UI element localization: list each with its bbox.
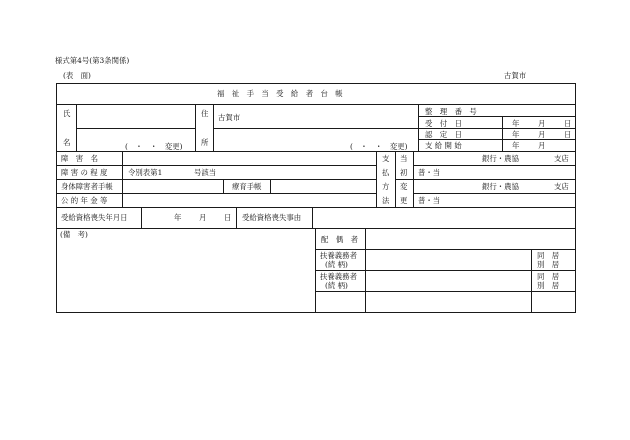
registry-row-day: 日 [564,130,572,139]
loss-year: 年 [174,213,182,222]
remarks-label: (備 考) [60,230,88,239]
supporter-relation: (続 柄) [325,281,348,290]
disability-degree-label: 障 害 の 程 度 [61,168,108,177]
name-label-bottom: 名 [63,138,71,147]
supporter-apart: 別 居 [537,281,560,290]
spouse-label: 配 偶 者 [321,235,358,244]
disability-name-label: 障 害 名 [61,154,98,163]
payment-label-char: 方 [382,182,390,191]
payment-change-branch: 支店 [554,182,569,191]
registry-row-month: 月 [538,141,546,150]
disability-degree-suffix: 号該当 [194,168,217,177]
payment-change-account: 普・当 [418,196,441,205]
loss-reason-label: 受給資格喪失事由 [242,213,302,222]
payment-change-bank: 銀行・農協 [482,182,519,191]
registry-row-label: 認 定 日 [425,130,462,139]
name-change-date: ( ・ ・ 変更) [125,142,183,151]
payment-initial-bank: 銀行・農協 [482,154,519,163]
loss-date-label: 受給資格喪失年月日 [61,213,128,222]
registry-row-label: 支 給 開 始 [425,141,462,150]
supporter-together: 同 居 [537,272,560,281]
address-label-bottom: 所 [201,138,209,147]
supporter-label: 扶養義務者 [320,272,357,281]
payment-change-char: 更 [400,196,408,205]
care-handbook-label: 療育手帳 [232,182,262,191]
disability-degree-prefix: 令別表第1 [128,168,163,177]
payment-initial-char: 初 [400,168,408,177]
city-name: 古賀市 [504,71,527,80]
payment-initial-char: 当 [400,154,408,163]
loss-day: 日 [224,213,232,222]
registry-row-month: 月 [538,130,546,139]
supporter-apart: 別 居 [537,260,560,269]
form-side-label: (表 面) [63,71,91,80]
physical-handbook-label: 身体障害者手帳 [61,182,113,191]
supporter-label: 扶養義務者 [320,251,357,260]
payment-initial-branch: 支店 [554,154,569,163]
public-pension-label: 公 的 年 金 等 [61,196,108,205]
form-number: 様式第4号(第3条関係) [55,56,130,65]
payment-label-char: 法 [382,196,390,205]
payment-label-char: 払 [382,168,390,177]
payment-label-char: 支 [382,154,390,163]
registry-row-year: 年 [512,141,520,150]
supporter-relation: (続 柄) [325,260,348,269]
payment-change-char: 変 [400,182,408,191]
ledger-title: 福 祉 手 当 受 給 者 台 帳 [217,89,343,98]
registry-number-label: 整 理 番 号 [425,107,477,116]
loss-month: 月 [199,213,207,222]
supporter-together: 同 居 [537,251,560,260]
payment-initial-account: 普・当 [418,168,441,177]
address-change-date: ( ・ ・ 変更) [350,142,408,151]
name-label-top: 氏 [63,109,71,118]
registry-row-year: 年 [512,119,520,128]
registry-row-day: 日 [564,119,572,128]
address-value: 古賀市 [218,113,241,122]
registry-row-label: 受 付 日 [425,119,462,128]
registry-row-month: 月 [538,119,546,128]
address-label-top: 住 [201,109,209,118]
registry-row-year: 年 [512,130,520,139]
